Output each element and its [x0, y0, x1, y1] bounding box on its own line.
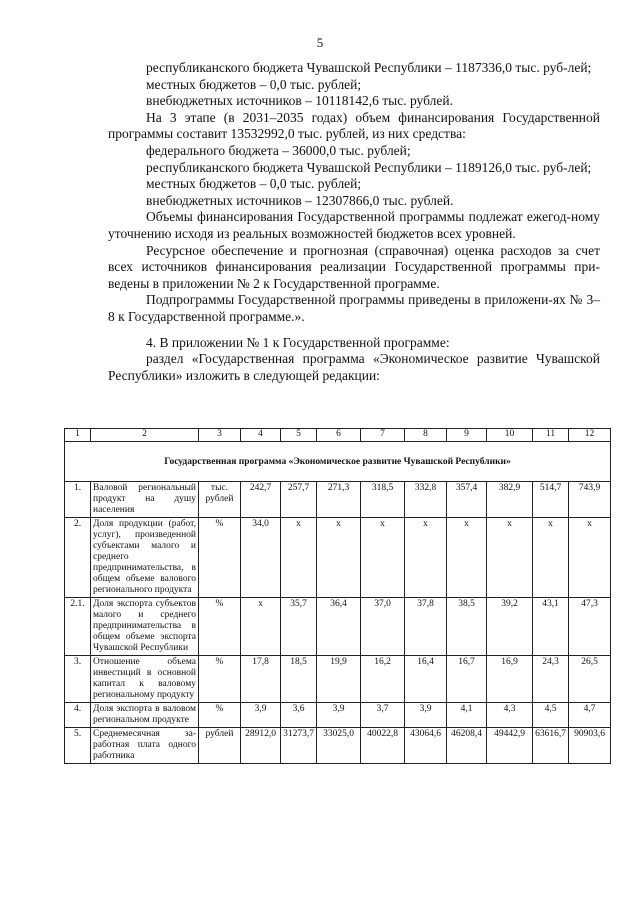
indicator-value: 357,4: [447, 482, 487, 518]
indicator-value: 46208,4: [447, 728, 487, 764]
row-number: 3.: [65, 656, 91, 703]
indicator-value: 39,2: [487, 598, 533, 656]
indicator-value: х: [569, 518, 611, 598]
indicator-value: х: [361, 518, 405, 598]
indicator-value: 4,3: [487, 703, 533, 728]
indicator-value: 18,5: [281, 656, 317, 703]
section-title: Государственная программа «Экономическое развитие Чувашской Республики»: [65, 442, 611, 482]
indicator-value: 63616,7: [533, 728, 569, 764]
indicator-value: 31273,7: [281, 728, 317, 764]
paragraph: внебюджетных источников – 10118142,6 тыс. рублей.: [146, 93, 453, 109]
indicator-value: 43,1: [533, 598, 569, 656]
indicator-value: 36,4: [317, 598, 361, 656]
column-number: 10: [487, 429, 533, 442]
indicator-value: 3,6: [281, 703, 317, 728]
indicator-value: 49442,9: [487, 728, 533, 764]
unit-of-measure: тыс. рублей: [199, 482, 241, 518]
body-text: [108, 60, 600, 384]
indicator-value: 47,3: [569, 598, 611, 656]
paragraph: федерального бюджета – 36000,0 тыс. рублей;: [146, 142, 411, 158]
paragraph: Ресурсное обеспечение и прогнозная (справочная) оценка расходов за счет всех источников финансирования реализации Государственной программы при-ведены в приложении № 2 к Государственной программе.: [108, 242, 600, 291]
table-row: [65, 703, 611, 728]
table-row: [65, 656, 611, 703]
unit-of-measure: %: [199, 598, 241, 656]
indicator-value: 43064,6: [405, 728, 447, 764]
indicator-value: 4,1: [447, 703, 487, 728]
indicator-name: Доля экспорта в валовом региональном продукте: [91, 703, 199, 728]
indicator-value: х: [317, 518, 361, 598]
column-number: 7: [361, 429, 405, 442]
indicator-value: х: [241, 598, 281, 656]
column-number: 3: [199, 429, 241, 442]
row-number: 1.: [65, 482, 91, 518]
column-number: 2: [91, 429, 199, 442]
row-number: 2.1.: [65, 598, 91, 656]
row-number: 5.: [65, 728, 91, 764]
paragraph: Подпрограммы Государственной программы приведены в приложени-ях № 3–8 к Государственной программе.».: [108, 292, 600, 324]
table-row: [65, 728, 611, 764]
column-number: 11: [533, 429, 569, 442]
indicator-name: Доля экспорта субъектов малого и среднего предпринимательства в общем объеме экспорта Чувашской Республики: [91, 598, 199, 656]
table-row: [65, 598, 611, 656]
table-row: [65, 518, 611, 598]
indicator-value: 37,0: [361, 598, 405, 656]
column-number: 6: [317, 429, 361, 442]
indicator-value: 26,5: [569, 656, 611, 703]
paragraph: внебюджетных источников – 12307866,0 тыс. рублей.: [146, 192, 454, 208]
indicator-value: 4,7: [569, 703, 611, 728]
paragraph: местных бюджетов – 0,0 тыс. рублей;: [146, 176, 362, 192]
indicator-value: 37,8: [405, 598, 447, 656]
column-number: 1: [65, 429, 91, 442]
indicator-value: 514,7: [533, 482, 569, 518]
indicator-value: 16,7: [447, 656, 487, 703]
indicator-value: 271,3: [317, 482, 361, 518]
indicator-value: 28912,0: [241, 728, 281, 764]
column-number: 4: [241, 429, 281, 442]
indicator-value: 3,9: [317, 703, 361, 728]
indicator-name: Среднемесячная заработная плата одного работника: [91, 728, 199, 764]
indicator-value: 257,7: [281, 482, 317, 518]
table-row: [65, 482, 611, 518]
indicator-value: х: [487, 518, 533, 598]
indicator-value: 16,4: [405, 656, 447, 703]
indicator-value: 34,0: [241, 518, 281, 598]
row-number: 2.: [65, 518, 91, 598]
indicator-value: 332,8: [405, 482, 447, 518]
indicator-name: Валовой региональный продукт на душу населения: [91, 482, 199, 518]
column-number: 12: [569, 429, 611, 442]
indicator-value: 40022,8: [361, 728, 405, 764]
paragraph: 4. В приложении № 1 к Государственной программе:: [146, 334, 450, 350]
indicator-value: 382,9: [487, 482, 533, 518]
indicator-value: 35,7: [281, 598, 317, 656]
indicator-value: 4,5: [533, 703, 569, 728]
indicator-value: 19,9: [317, 656, 361, 703]
paragraph: местных бюджетов – 0,0 тыс. рублей;: [146, 76, 362, 92]
indicator-value: х: [533, 518, 569, 598]
indicator-value: х: [281, 518, 317, 598]
indicators-table: [64, 428, 611, 764]
indicator-value: 38,5: [447, 598, 487, 656]
indicator-value: 3,9: [405, 703, 447, 728]
unit-of-measure: %: [199, 518, 241, 598]
unit-of-measure: %: [199, 656, 241, 703]
unit-of-measure: %: [199, 703, 241, 728]
row-number: 4.: [65, 703, 91, 728]
indicator-name: Доля продукции (работ, услуг), произведенной субъектами малого и среднего предпринимательства, в общем объеме валового регионального продукта: [91, 518, 199, 598]
indicator-value: 90903,6: [569, 728, 611, 764]
paragraph: На 3 этапе (в 2031–2035 годах) объем финансирования Государственной программы составит 13532992,0 тыс. рублей, из них средства:: [108, 109, 600, 142]
section-title-row: [65, 442, 611, 482]
column-number: 8: [405, 429, 447, 442]
indicator-value: 16,9: [487, 656, 533, 703]
indicator-value: 743,9: [569, 482, 611, 518]
indicator-value: 16,2: [361, 656, 405, 703]
indicator-value: 242,7: [241, 482, 281, 518]
indicator-value: х: [405, 518, 447, 598]
indicator-value: 3,7: [361, 703, 405, 728]
paragraph: республиканского бюджета Чувашской Республики – 1187336,0 тыс. руб-лей;: [146, 60, 592, 75]
indicator-value: 17,8: [241, 656, 281, 703]
paragraph: Объемы финансирования Государственной программы подлежат ежегод-ному уточнению исходя из реальных возможностей бюджетов всех уровней.: [108, 209, 600, 241]
paragraph: республиканского бюджета Чувашской Республики – 1189126,0 тыс. руб-лей;: [146, 159, 592, 175]
indicator-value: 318,5: [361, 482, 405, 518]
paragraph: раздел «Государственная программа «Экономическое развитие Чувашской Республики» изложить в следующей редакции:: [108, 351, 600, 383]
indicator-value: 33025,0: [317, 728, 361, 764]
column-number: 5: [281, 429, 317, 442]
unit-of-measure: рублей: [199, 728, 241, 764]
indicator-value: 24,3: [533, 656, 569, 703]
page-number: 5: [316, 35, 324, 50]
indicator-value: 3,9: [241, 703, 281, 728]
column-number-row: [65, 429, 611, 442]
column-number: 9: [447, 429, 487, 442]
indicator-value: х: [447, 518, 487, 598]
indicator-name: Отношение объема инвестиций в основной капитал к валовому региональному продукту: [91, 656, 199, 703]
